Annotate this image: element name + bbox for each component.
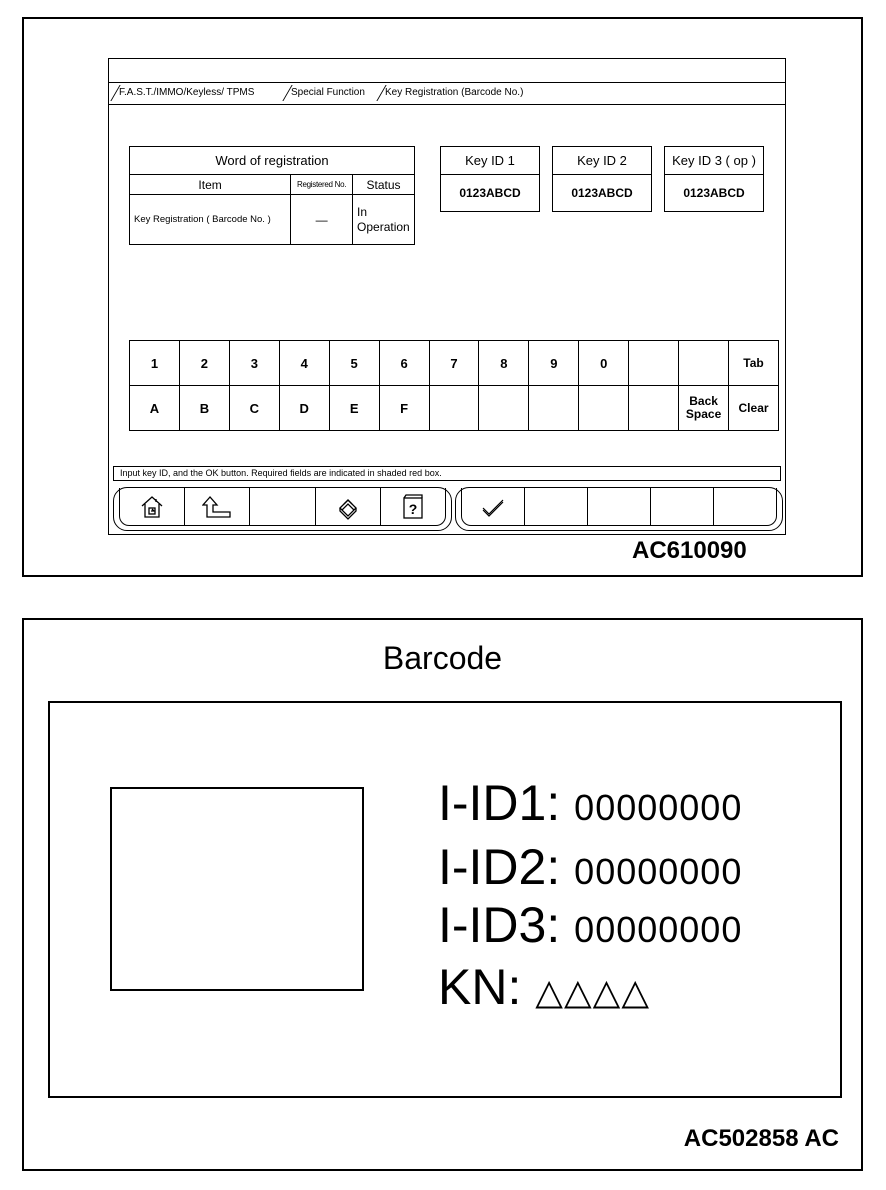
checkmark-icon (480, 497, 506, 517)
help-glyph: ? (408, 500, 418, 517)
key-c[interactable]: C (229, 386, 279, 431)
key-blank[interactable] (579, 386, 629, 431)
key-9[interactable]: 9 (529, 341, 579, 386)
barcode-panel (22, 618, 863, 1171)
iid2-label: I-ID2 (438, 839, 547, 895)
toolbar-right (455, 487, 783, 531)
status-line-2: Operation (357, 219, 410, 234)
separator: : (546, 897, 561, 953)
key-blank[interactable] (429, 386, 479, 431)
header-item: Item (130, 175, 291, 195)
key-b[interactable]: B (179, 386, 229, 431)
figure-code-bottom: AC502858 AC (683, 1125, 839, 1152)
key-id-2-box[interactable] (552, 146, 652, 212)
function-button-5[interactable] (714, 488, 776, 525)
diagnostic-screen-panel (22, 17, 863, 577)
key-backspace[interactable] (679, 386, 729, 431)
separator: : (546, 839, 561, 895)
separator: : (507, 959, 522, 1015)
home-icon (139, 494, 165, 520)
header-status: Status (353, 175, 415, 195)
key-id-1-label: Key ID 1 (441, 147, 539, 175)
row-registered-no: — (291, 195, 353, 245)
blank-button[interactable] (250, 488, 315, 525)
keypad (129, 340, 779, 431)
key-3[interactable]: 3 (229, 341, 279, 386)
help-icon (402, 494, 424, 520)
key-id-2-value[interactable]: 0123ABCD (571, 186, 633, 200)
word-table-title: Word of registration (130, 147, 415, 175)
barcode-image-area (110, 787, 364, 991)
printer-icon (335, 494, 361, 520)
key-8[interactable]: 8 (479, 341, 529, 386)
home-button[interactable] (120, 488, 185, 525)
barcode-line-iid1 (438, 775, 742, 836)
key-2[interactable]: 2 (179, 341, 229, 386)
key-id-1-value[interactable]: 0123ABCD (459, 186, 521, 200)
iid2-value: 00000000 (574, 851, 743, 892)
tab-key-registration[interactable]: Key Registration (Barcode No.) (385, 87, 524, 98)
back-icon (202, 495, 232, 519)
key-id-1-box[interactable] (440, 146, 540, 212)
word-of-registration-table (129, 146, 415, 245)
function-button-2[interactable] (525, 488, 588, 525)
backspace-line-1: Back (689, 394, 718, 408)
table-row[interactable] (130, 195, 415, 245)
help-button[interactable] (381, 488, 445, 525)
key-f[interactable]: F (379, 386, 429, 431)
kn-value: △△△△ (535, 972, 651, 1013)
barcode-label-frame (48, 701, 842, 1098)
key-id-3-box[interactable] (664, 146, 764, 212)
barcode-title: Barcode (382, 640, 503, 676)
status-line-1: In (357, 204, 368, 219)
key-blank[interactable] (679, 341, 729, 386)
iid1-label: I-ID1 (438, 775, 547, 831)
print-button[interactable] (316, 488, 381, 525)
toolbar-left (113, 487, 452, 531)
back-button[interactable] (185, 488, 250, 525)
screen-title-bar (109, 59, 785, 83)
key-e[interactable]: E (329, 386, 379, 431)
key-blank[interactable] (629, 386, 679, 431)
barcode-line-kn (438, 959, 650, 1021)
key-clear[interactable]: Clear (729, 386, 779, 431)
function-button-3[interactable] (588, 488, 651, 525)
figure-code-top: AC610090 (632, 537, 747, 564)
tab-fast-immo[interactable]: F.A.S.T./IMMO/Keyless/ TPMS (119, 87, 255, 98)
breadcrumb-tabs (109, 84, 785, 105)
key-id-2-label: Key ID 2 (553, 147, 651, 175)
key-a[interactable]: A (130, 386, 180, 431)
barcode-line-iid2 (438, 839, 742, 900)
separator: : (546, 775, 561, 831)
key-id-3-value[interactable]: 0123ABCD (683, 186, 745, 200)
key-blank[interactable] (629, 341, 679, 386)
iid3-value: 00000000 (574, 909, 743, 950)
iid3-label: I-ID3 (438, 897, 547, 953)
header-registered-no: Registered No. (291, 175, 353, 195)
tester-screen (108, 58, 786, 535)
key-4[interactable]: 4 (279, 341, 329, 386)
backspace-line-2: Space (685, 407, 722, 421)
row-status (353, 195, 415, 245)
ok-button[interactable] (462, 488, 525, 525)
key-blank[interactable] (479, 386, 529, 431)
function-button-4[interactable] (651, 488, 714, 525)
key-7[interactable]: 7 (429, 341, 479, 386)
key-blank[interactable] (529, 386, 579, 431)
status-message: Input key ID, and the OK button. Required fields are indicated in shaded red box. (113, 466, 781, 481)
kn-label: KN (438, 959, 508, 1015)
key-6[interactable]: 6 (379, 341, 429, 386)
key-d[interactable]: D (279, 386, 329, 431)
key-5[interactable]: 5 (329, 341, 379, 386)
key-tab[interactable]: Tab (729, 341, 779, 386)
tab-special-function[interactable]: Special Function (291, 87, 365, 98)
key-0[interactable]: 0 (579, 341, 629, 386)
barcode-line-iid3 (438, 897, 742, 958)
key-id-3-label: Key ID 3 ( op ) (665, 147, 763, 175)
row-item: Key Registration ( Barcode No. ) (130, 195, 291, 245)
key-1[interactable]: 1 (130, 341, 180, 386)
iid1-value: 00000000 (574, 787, 743, 828)
